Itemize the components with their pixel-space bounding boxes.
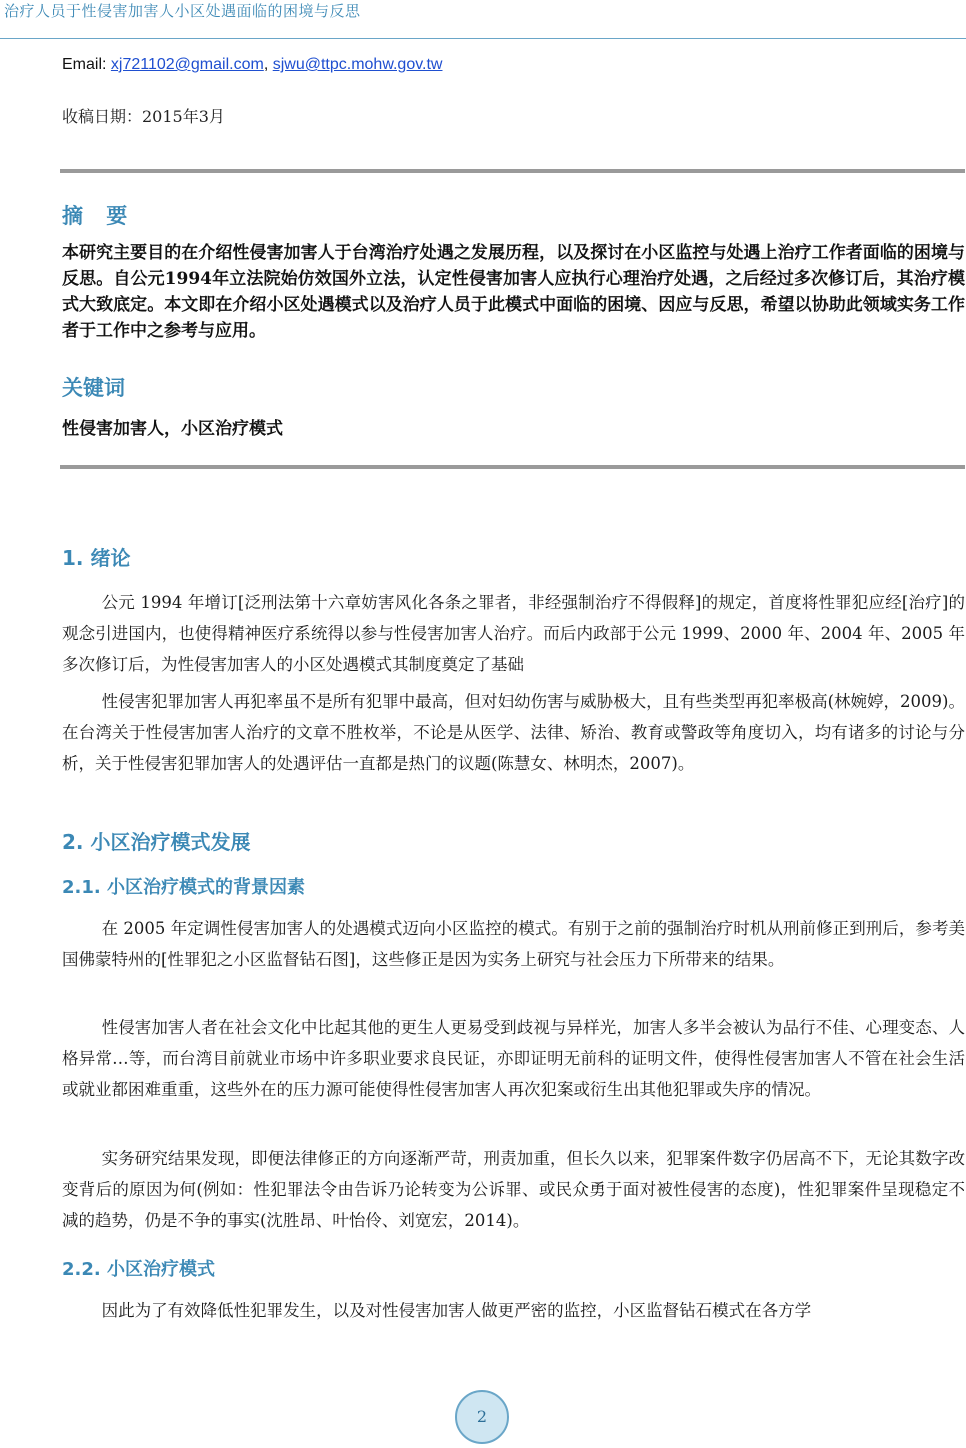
top-divider bbox=[60, 169, 965, 173]
running-header-title: 治疗人员于性侵害加害人小区处遇面临的困境与反思 bbox=[4, 2, 361, 20]
email-link-1[interactable]: xj721102@gmail.com bbox=[110, 56, 264, 73]
section-2-1-heading: 2.1. 小区治疗模式的背景因素 bbox=[62, 877, 305, 898]
section-1-paragraph-1: 公元 1994 年增订[泛刑法第十六章妨害风化各条之罪者，非经强制治疗不得假释]的规定，首度将性罪犯应经[治疗]的观念引进国内，也使得精神医疗系统得以参与性侵害加害人治疗。而后内政部于公元 1999、2000 年、2004 年、2005 年多次修订后，为性侵害加害人的小区处遇模式其制度奠定了基础 bbox=[62, 593, 965, 674]
section-1-paragraph-2: 性侵害犯罪加害人再犯率虽不是所有犯罪中最高，但对妇幼伤害与威胁极大，且有些类型再犯率极高(林婉婷，2009)。在台湾关于性侵害加害人治疗的文章不胜枚举，不论是从医学、法律、矫治、教育或警政等角度切入，均有诸多的讨论与分析，关于性侵害犯罪加害人的处遇评估一直都是热门的议题(陈慧女、林明杰，2007)。 bbox=[62, 692, 965, 773]
running-header bbox=[0, 0, 966, 39]
section-2-1-paragraph-1: 在 2005 年定调性侵害加害人的处遇模式迈向小区监控的模式。有别于之前的强制治疗时机从刑前修正到刑后，参考美国佛蒙特州的[性罪犯之小区监督钻石图]，这些修正是因为实务上研究与社会压力下所带来的结果。 bbox=[62, 919, 965, 969]
section-2-1-paragraph-2: 性侵害加害人者在社会文化中比起其他的更生人更易受到歧视与异样光，加害人多半会被认为品行不佳、心理变态、人格异常…等，而台湾目前就业市场中许多职业要求良民证，亦即证明无前科的证明文件，使得性侵害加害人不管在社会生活或就业都困难重重，这些外在的压力源可能使得性侵害加害人再次犯案或衍生出其他犯罪或失序的情况。 bbox=[62, 1018, 965, 1099]
keywords-heading: 关键词 bbox=[62, 376, 125, 400]
received-date: 收稿日期：2015年3月 bbox=[62, 107, 225, 126]
abstract-text: 本研究主要目的在介绍性侵害加害人于台湾治疗处遇之发展历程，以及探讨在小区监控与处遇上治疗工作者面临的困境与反思。自公元1994年立法院始仿效国外立法，认定性侵害加害人应执行心理治疗处遇，之后经过多次修订后，其治疗模式大致底定。本文即在介绍小区处遇模式以及治疗人员于此模式中面临的困境、因应与反思，希望以协助此领域实务工作者于工作中之参考与应用。 bbox=[62, 243, 965, 341]
email-link-2[interactable]: sjwu@ttpc.mohw.gov.tw bbox=[272, 56, 443, 73]
section-2-heading: 2. 小区治疗模式发展 bbox=[62, 830, 251, 854]
email-separator: , bbox=[263, 56, 273, 73]
page-number-badge: 2 bbox=[455, 1390, 509, 1444]
author-email-line bbox=[62, 56, 442, 74]
section-2-2-heading: 2.2. 小区治疗模式 bbox=[62, 1259, 215, 1280]
email-label: Email: bbox=[62, 56, 111, 73]
section-2-1-paragraph-3: 实务研究结果发现，即便法律修正的方向逐渐严苛，刑责加重，但长久以来，犯罪案件数字仍居高不下，无论其数字改变背后的原因为何(例如：性犯罪法令由告诉乃论转变为公诉罪、或民众勇于面对被性侵害的态度)，性犯罪案件呈现稳定不减的趋势，仍是不争的事实(沈胜昂、叶怡伶、刘宽宏，2014)。 bbox=[62, 1149, 965, 1230]
abstract-heading: 摘 要 bbox=[62, 204, 136, 228]
section-2-2-paragraph-1: 因此为了有效降低性犯罪发生，以及对性侵害加害人做更严密的监控，小区监督钻石模式在各方学 bbox=[101, 1301, 812, 1320]
keywords-text: 性侵害加害人，小区治疗模式 bbox=[62, 419, 283, 439]
bottom-divider bbox=[60, 465, 965, 469]
section-1-heading: 1. 绪论 bbox=[62, 546, 131, 570]
